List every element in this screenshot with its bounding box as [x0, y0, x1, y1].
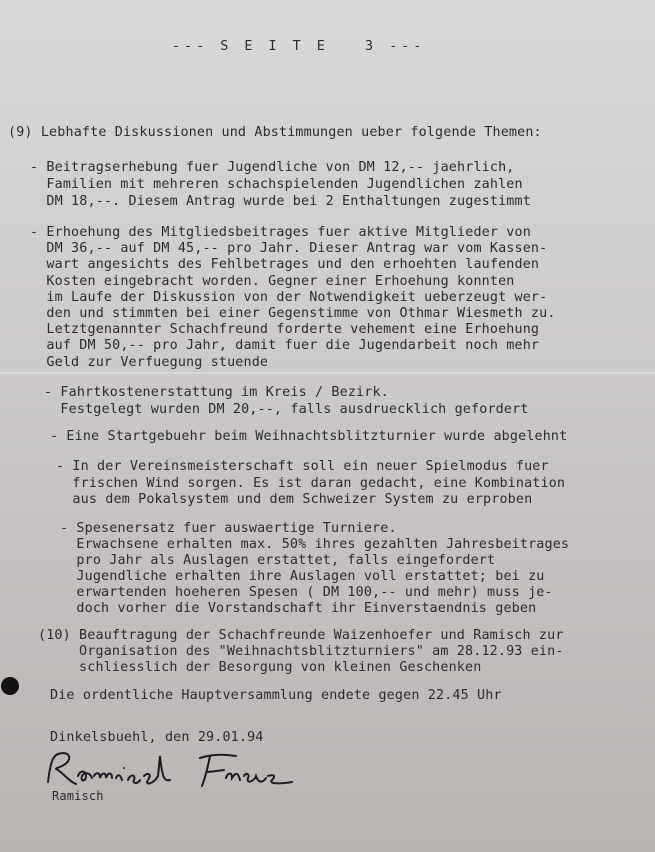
text-line: - In der Vereinsmeisterschaft soll ein neuer Spielmodus fuer	[56, 459, 549, 474]
punch-hole	[1, 677, 19, 695]
typed-name: Ramisch	[52, 789, 104, 803]
text-line: schliesslich der Besorgung von kleinen Geschenken	[38, 660, 482, 675]
text-line: auf DM 50,-- pro Jahr, damit fuer die Jugendarbeit noch mehr	[30, 338, 540, 354]
text-line: - Eine Startgebuehr beim Weihnachtsblitzturnier wurde abgelehnt	[50, 429, 568, 444]
text-line: (9) Lebhafte Diskussionen und Abstimmungen ueber folgende Themen:	[8, 125, 542, 140]
place-date: Dinkelsbuehl, den 29.01.94	[50, 730, 264, 745]
text-line: frischen Wind sorgen. Es ist daran gedacht, eine Kombination	[56, 475, 566, 491]
page-label: --- S E I T E 3 ---	[172, 39, 426, 54]
text-line: DM 36,-- auf DM 45,-- pro Jahr. Dieser Antrag war vom Kassen-	[30, 241, 548, 257]
text-line: Festgelegt wurden DM 20,--, falls ausdruecklich gefordert	[44, 401, 529, 417]
text-line: Erwachsene erhalten max. 50% ihres gezahlten Jahresbeitrages	[60, 537, 570, 552]
text-line: Kosten eingebracht worden. Gegner einer Erhoehung konnten	[30, 273, 515, 289]
text-line: Geld zur Verfuegung stuende	[30, 354, 269, 370]
handwritten-signature	[40, 746, 310, 790]
paper-fold	[0, 372, 655, 374]
text-line: DM 18,--. Diesem Antrag wurde bei 2 Enthaltungen zugestimmt	[30, 194, 531, 209]
text-line: (10) Beauftragung der Schachfreunde Waizenhoefer und Ramisch zur	[38, 628, 564, 643]
text-line: Familien mit mehreren schachspielenden Jugendlichen zahlen	[30, 177, 523, 192]
text-line: im Laufe der Diskussion von der Notwendigkeit ueberzeugt wer-	[30, 289, 548, 305]
text-line: pro Jahr als Auslagen erstattet, falls eingefordert	[60, 553, 496, 568]
text-line: doch vorher die Vorstandschaft ihr Einverstaendnis geben	[60, 601, 537, 616]
text-line: aus dem Pokalsystem und dem Schweizer System zu erproben	[56, 492, 533, 507]
text-line: erwartenden hoeheren Spesen ( DM 100,-- und mehr) muss je-	[60, 585, 553, 600]
text-line: - Fahrtkostenerstattung im Kreis / Bezirk.	[44, 385, 389, 400]
text-line: Letztgenannter Schachfreund forderte vehement eine Erhoehung	[30, 322, 540, 338]
text-line: - Erhoehung des Mitgliedsbeitrages fuer aktive Mitglieder von	[30, 225, 531, 240]
text-line: wart angesichts des Fehlbetrages und den erhoehten laufenden	[30, 257, 540, 273]
text-line: - Spesenersatz fuer auswaertige Turniere.	[60, 521, 397, 536]
text-line: Die ordentliche Hauptversammlung endete gegen 22.45 Uhr	[50, 688, 502, 703]
text-line: den und stimmten bei einer Gegenstimme von Othmar Wiesmeth zu.	[30, 306, 556, 321]
text-line: Organisation des "Weihnachtsblitzturniers" am 28.12.93 ein-	[38, 644, 564, 659]
text-line: Jugendliche erhalten ihre Auslagen voll erstattet; bei zu	[60, 569, 545, 584]
text-line: - Beitragserhebung fuer Jugendliche von DM 12,-- jaehrlich,	[30, 160, 515, 175]
